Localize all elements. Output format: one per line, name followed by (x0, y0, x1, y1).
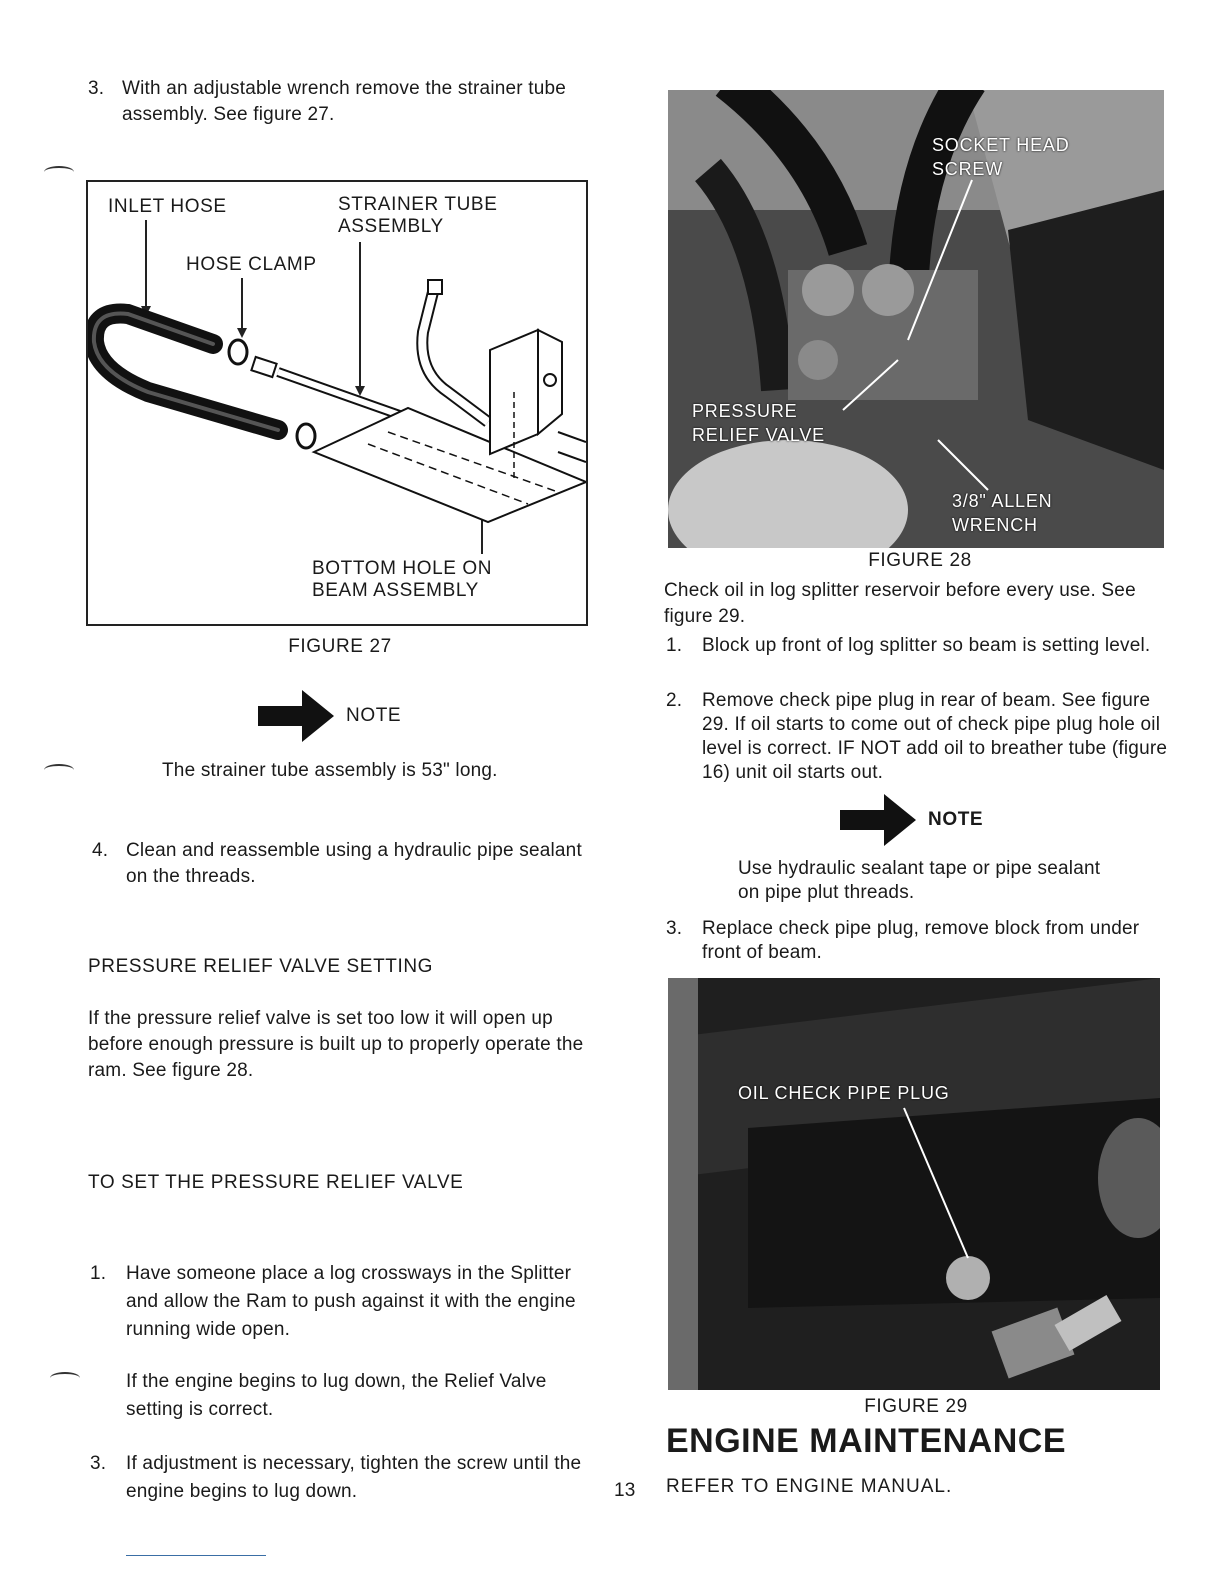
engine-maintenance-heading: ENGINE MAINTENANCE (666, 1422, 1067, 1460)
step-number: 2. (666, 690, 683, 711)
step-text: Have someone place a log crossways in the Splitter and allow the Ram to push against it with the engine running wide open. (126, 1263, 576, 1340)
label-allen-line1: 3/8" ALLEN (952, 491, 1053, 511)
step-text: With an adjustable wrench remove the strainer tube assembly. See figure 27. (122, 78, 567, 125)
step-number: 3. (666, 918, 683, 939)
label-hose-clamp: HOSE CLAMP (186, 254, 317, 275)
note-2-header (840, 794, 983, 846)
note-2-text: Use hydraulic sealant tape or pipe sealant on pipe plut threads. (738, 858, 1101, 903)
figure-29-caption: FIGURE 29 (864, 1396, 968, 1417)
figure-29-image (668, 978, 1160, 1390)
step-number: 1. (90, 1263, 107, 1284)
label-oil-check-pipe-plug: OIL CHECK PIPE PLUG (738, 1083, 950, 1103)
figure-28-photo (668, 90, 1164, 548)
label-strainer-line1: STRAINER TUBE (338, 194, 498, 215)
step-3-remove-strainer (88, 76, 596, 128)
arrow-right-icon (258, 690, 334, 742)
label-socket-line1: SOCKET HEAD (932, 135, 1070, 155)
figure-29-photo (668, 978, 1160, 1390)
note-1-text: The strainer tube assembly is 53" long. (162, 760, 498, 781)
oil-step-1 (666, 634, 1170, 658)
set-relief-heading: TO SET THE PRESSURE RELIEF VALVE (88, 1172, 464, 1193)
label-pressure-line2: RELIEF VALVE (692, 425, 825, 445)
pressure-relief-paragraph: If the pressure relief valve is set too low it will open up before enough pressure is built up to properly operate the ram. See figure 28. (88, 1008, 584, 1081)
step-text: Block up front of log splitter so beam is setting level. (702, 635, 1151, 656)
step-number: 3. (90, 1453, 107, 1474)
label-inlet-hose: INLET HOSE (108, 196, 227, 217)
label-bottom-line2: BEAM ASSEMBLY (312, 580, 479, 601)
bottom-rule (126, 1555, 266, 1556)
figure-27-caption: FIGURE 27 (288, 636, 392, 657)
step-number: 3. (88, 78, 105, 99)
step-text: Remove check pipe plug in rear of beam. See figure 29. If oil starts to come out of check pipe plug hole oil level is correct. IF NOT add oil to breather tube (figure 16) unit oil starts out. (702, 690, 1168, 783)
margin-mark (50, 1372, 80, 1384)
label-strainer-line2: ASSEMBLY (338, 216, 444, 237)
oil-step-2 (666, 689, 1170, 785)
engine-manual-reference: REFER TO ENGINE MANUAL. (666, 1476, 953, 1497)
step-number: 1. (666, 635, 683, 656)
set-step-3 (90, 1450, 600, 1506)
step-text: If adjustment is necessary, tighten the screw until the engine begins to lug down. (126, 1453, 582, 1502)
label-allen-line2: WRENCH (952, 515, 1038, 535)
figure-28-caption: FIGURE 28 (868, 550, 972, 571)
note-2-label: NOTE (928, 809, 984, 830)
set-step-2: If the engine begins to lug down, the Relief Valve setting is correct. (126, 1371, 547, 1420)
figure-27-diagram (86, 180, 588, 626)
margin-mark (44, 764, 74, 776)
step-number: 4. (92, 840, 109, 861)
margin-mark (44, 166, 74, 178)
arrow-right-icon (840, 794, 916, 846)
set-step-1 (90, 1260, 600, 1344)
oil-step-3 (666, 917, 1170, 965)
note-1-header (258, 690, 401, 742)
step-text: Clean and reassemble using a hydraulic pipe sealant on the threads. (126, 840, 582, 887)
note-1-label: NOTE (346, 705, 402, 726)
step-text: Replace check pipe plug, remove block from under front of beam. (702, 918, 1140, 963)
label-socket-line2: SCREW (932, 159, 1003, 179)
check-oil-intro: Check oil in log splitter reservoir before every use. See figure 29. (664, 580, 1136, 627)
page-number: 13 (614, 1480, 636, 1501)
step-4-clean (92, 838, 598, 890)
figure-28-image (668, 90, 1164, 548)
label-bottom-line1: BOTTOM HOLE ON (312, 558, 493, 579)
label-pressure-line1: PRESSURE (692, 401, 798, 421)
pressure-relief-heading: PRESSURE RELIEF VALVE SETTING (88, 956, 434, 977)
